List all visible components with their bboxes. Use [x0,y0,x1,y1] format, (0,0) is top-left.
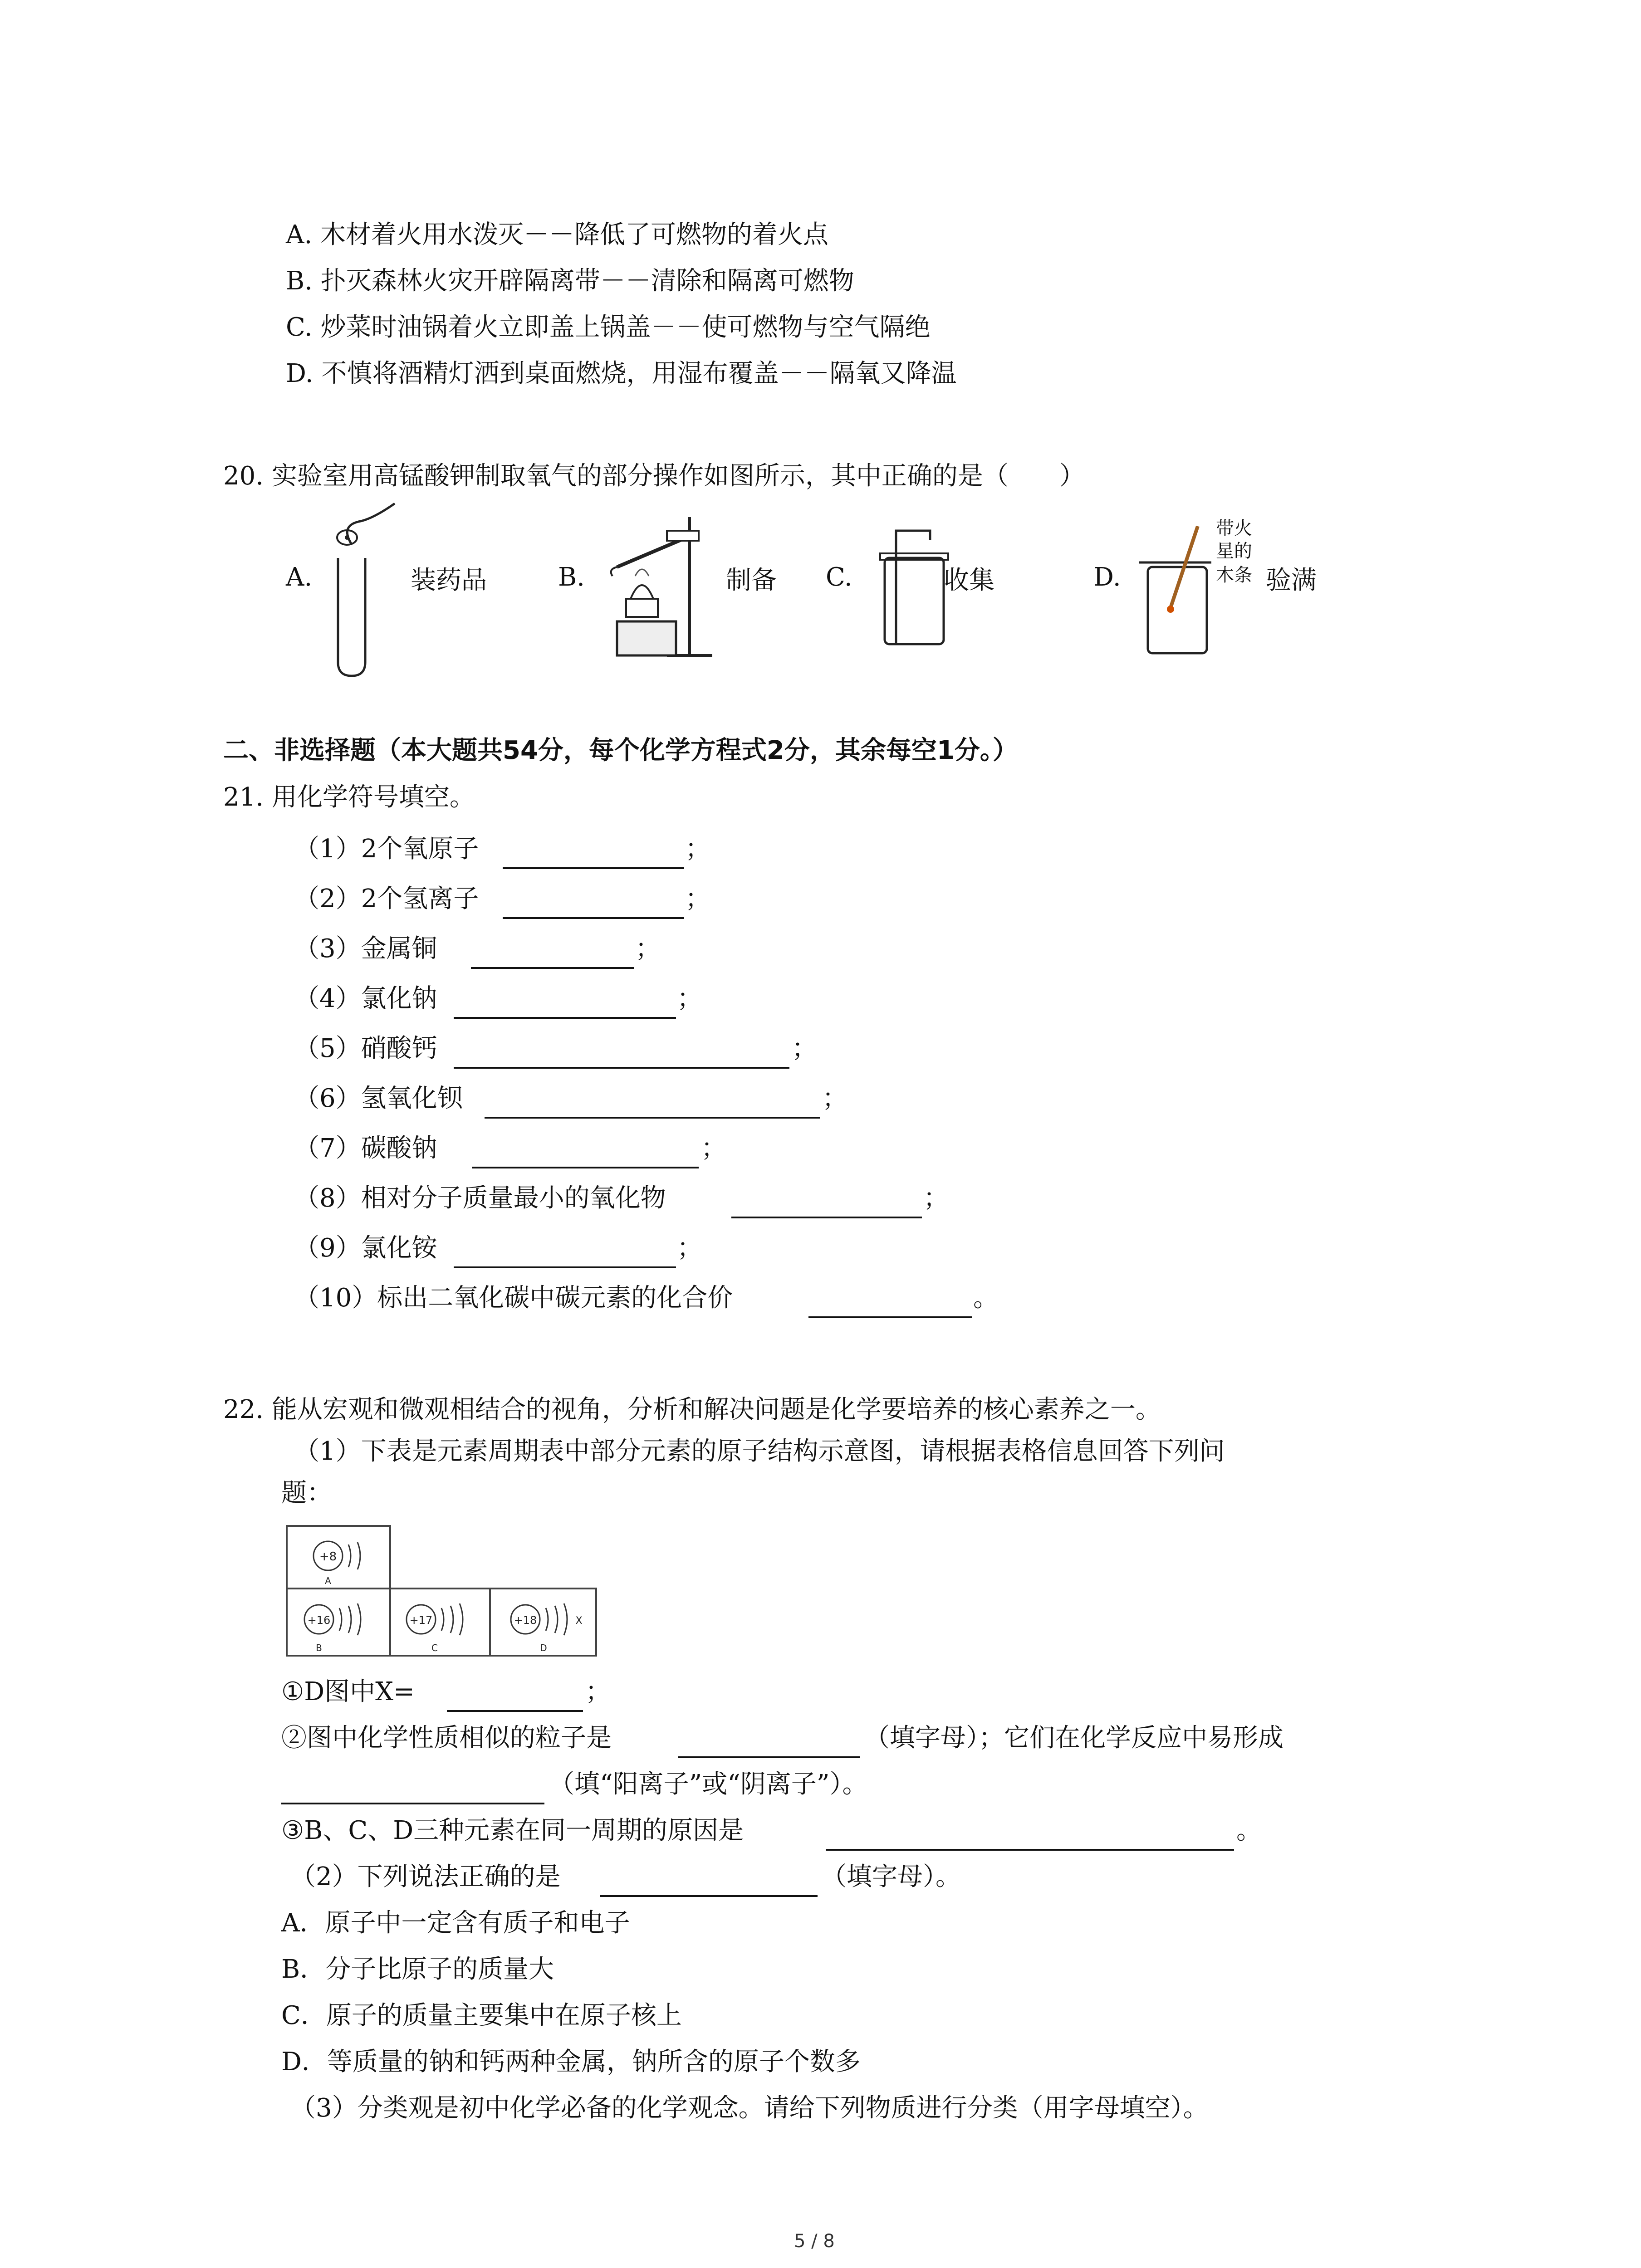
q22-part2-text: （2）下列说法正确的是 [290,1862,561,1892]
q22-sub2-answer-1[interactable] [678,1756,860,1758]
q21-item-5-label: （5）硝酸钙 [294,1034,437,1063]
q21-item-7-label: （7）碳酸钠 [294,1134,437,1163]
q20-option-d-caption: 验满 [1266,566,1317,595]
q22-part2-end: （填字母）。 [821,1862,961,1892]
q21-item-2-end: ； [685,884,710,914]
atom-b-diagram [304,1603,361,1653]
q22-part2-option-a: A．原子中一定含有质子和电子 [281,1908,630,1938]
q21-item-1-label: （1）2个氧原子 [294,834,479,864]
atom-a-diagram [314,1541,360,1586]
q21-answer-10[interactable] [808,1316,972,1318]
q20-option-a-caption: 装药品 [411,566,487,595]
splint-label-line-2: 星的 [1216,541,1252,562]
q19-option-a: A. 木材着火用水泼灭－－降低了可燃物的着火点 [286,220,829,249]
q21-stem: 21. 用化学符号填空。 [223,782,475,812]
atom-a-nucleus: +8 [319,1550,337,1564]
q22-part2-option-d: D．等质量的钠和钙两种金属，钠所含的原子个数多 [281,2047,861,2077]
q22-sub1-end: ； [585,1677,611,1706]
q21-item-10-end: 。 [973,1283,999,1313]
atom-d-diagram [511,1603,583,1653]
q22-sub2-answer-2[interactable] [281,1803,544,1804]
q20-option-d-letter: D. [1093,562,1121,592]
atom-structure-diagram [285,1524,598,1660]
q21-item-9-label: （9）氯化铵 [294,1233,437,1263]
q22-sub2-text-3: （填“阳离子”或“阴离子”）。 [549,1769,868,1799]
q21-item-4-end: ； [677,984,702,1013]
q22-sub3-end: 。 [1236,1816,1262,1845]
q21-item-9-end: ； [677,1233,702,1263]
q21-item-3-label: （3）金属铜 [294,934,437,963]
q22-part3-text: （3）分类观是初中化学必备的化学观念。请给下列物质进行分类（用字母填空）。 [290,2093,1209,2123]
q21-item-7-end: ； [701,1134,726,1163]
q22-sub2-text: ②图中化学性质相似的粒子是 [281,1723,612,1753]
q22-part2-option-c: C．原子的质量主要集中在原子核上 [281,2001,682,2030]
q21-answer-1[interactable] [503,867,684,869]
glowing-splint-bottle-icon [1134,517,1216,658]
q20-stem: 20. 实验室用高锰酸钾制取氧气的部分操作如图所示，其中正确的是（ ） [223,461,1085,491]
q22-part2-answer[interactable] [600,1895,818,1897]
atom-d-letter: D [540,1642,547,1653]
q21-answer-8[interactable] [731,1217,922,1218]
q21-answer-7[interactable] [472,1167,699,1168]
q21-item-5-end: ； [792,1034,817,1063]
q21-item-10-label: （10）标出二氧化碳中碳元素的化合价 [294,1283,733,1313]
splint-label-line-1: 带火 [1216,518,1252,539]
q21-item-3-end: ； [635,934,661,963]
q20-option-c-letter: C. [826,562,852,592]
heating-apparatus-icon [599,513,717,667]
test-tube-spoon-icon [327,499,408,680]
q21-answer-4[interactable] [454,1017,676,1019]
q21-answer-2[interactable] [503,917,684,919]
q21-item-6-end: ； [822,1084,847,1113]
q20-option-b-letter: B. [558,562,585,592]
q21-answer-6[interactable] [485,1117,820,1119]
q21-item-1-end: ； [685,834,710,864]
q22-sub2-text-2: （填字母）；它们在化学反应中易形成 [864,1723,1283,1753]
q22-sub1-text: ①D图中X= [281,1677,415,1706]
gas-collection-bottle-icon [871,522,953,649]
q22-stem: 22. 能从宏观和微观相结合的视角，分析和解决问题是化学要培养的核心素养之一。 [223,1395,1161,1424]
q22-sub3-answer[interactable] [826,1849,1234,1851]
atom-a-letter: A [325,1575,331,1586]
q20-option-a-letter: A. [286,562,313,592]
q21-answer-5[interactable] [454,1067,789,1069]
q20-option-c-caption: 收集 [944,566,994,595]
q22-part1-line1: （1）下表是元素周期表中部分元素的原子结构示意图，请根据表格信息回答下列问 [294,1437,1225,1466]
q21-item-8-end: ； [923,1183,949,1213]
atom-c-diagram [407,1603,463,1653]
q21-answer-9[interactable] [454,1266,676,1268]
atom-c-letter: C [431,1642,438,1653]
q21-item-8-label: （8）相对分子质量最小的氧化物 [294,1183,666,1213]
q19-option-d: D. 不慎将酒精灯洒到桌面燃烧，用湿布覆盖－－隔氧又降温 [286,359,957,388]
section-2-title: 二、非选择题（本大题共54分，每个化学方程式2分，其余每空1分。） [223,736,1018,765]
q19-option-b: B. 扑灭森林火灾开辟隔离带－－清除和隔离可燃物 [286,266,854,296]
q20-option-b-caption: 制备 [726,566,777,595]
atom-b-nucleus: +16 [307,1614,331,1627]
q22-part1-line2: 题： [281,1478,332,1508]
q21-item-2-label: （2）2个氢离子 [294,884,479,914]
atom-c-nucleus: +17 [409,1614,433,1627]
atom-d-nucleus: +18 [514,1614,537,1627]
page-number: 5 / 8 [794,2231,835,2252]
q21-item-4-label: （4）氯化钠 [294,984,437,1013]
splint-label-line-3: 木条 [1216,565,1252,586]
atom-b-letter: B [316,1642,322,1653]
q22-sub1-answer[interactable] [447,1710,583,1712]
svg-text:X: X [575,1615,583,1627]
q21-item-6-label: （6）氢氧化钡 [294,1084,463,1113]
q22-part2-option-b: B．分子比原子的质量大 [281,1955,554,1984]
q22-sub3-text: ③B、C、D三种元素在同一周期的原因是 [281,1816,744,1845]
q19-option-c: C. 炒菜时油锅着火立即盖上锅盖－－使可燃物与空气隔绝 [286,313,931,342]
q21-answer-3[interactable] [471,967,634,969]
